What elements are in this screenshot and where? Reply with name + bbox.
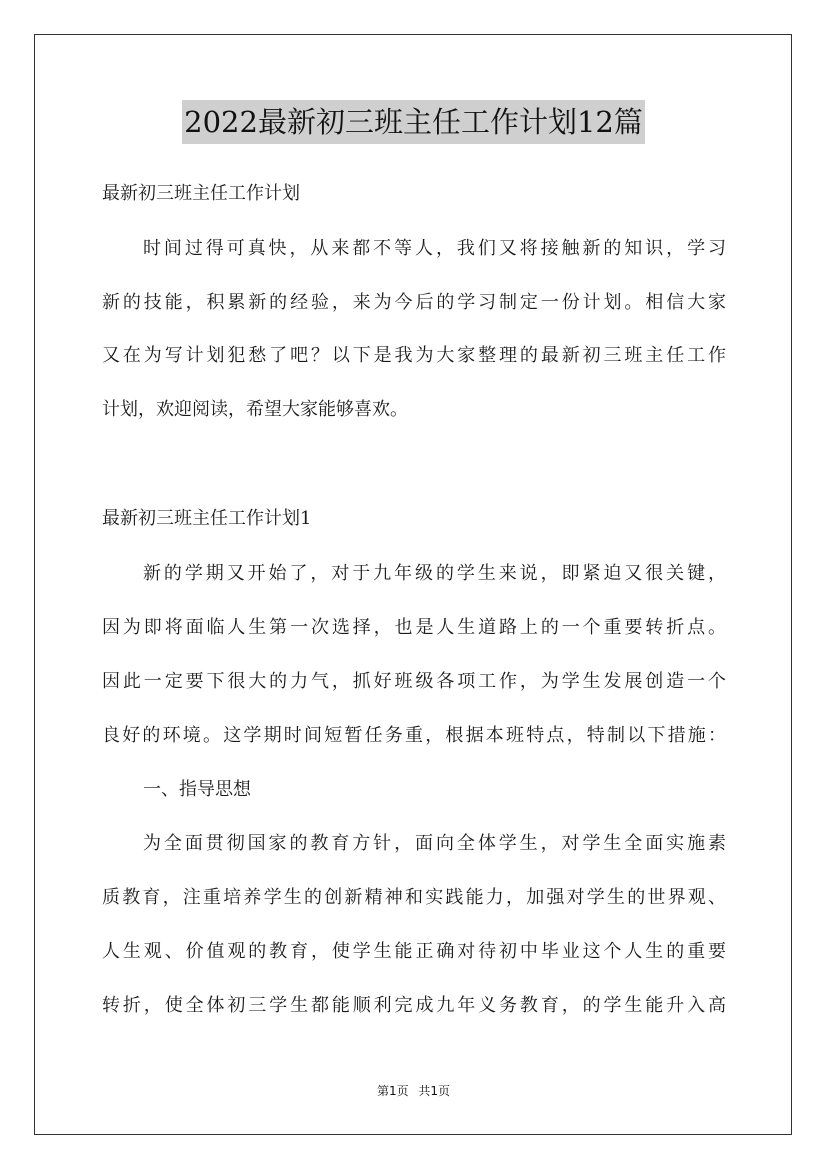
paragraph-line: 又在为写计划犯愁了吧？以下是我为大家整理的最新初三班主任工作 <box>102 345 726 366</box>
paragraph-line: 计划，欢迎阅读，希望大家能够喜欢。 <box>102 399 408 420</box>
paragraph-line: 新的学期又开始了，对于九年级的学生来说，即紧迫又很关键， <box>143 563 726 584</box>
document-title: 2022最新初三班主任工作计划12篇 <box>182 100 645 144</box>
paragraph-line: 人生观、价值观的教育，使学生能正确对待初中毕业这个人生的重要 <box>102 941 726 962</box>
paragraph-line: 转折，使全体初三学生都能顺利完成九年义务教育，的学生能升入高 <box>102 995 726 1016</box>
section-heading-intro: 最新初三班主任工作计划 <box>102 183 300 204</box>
paragraph-line: 因此一定要下很大的力气，抓好班级各项工作，为学生发展创造一个 <box>102 671 726 692</box>
page-footer <box>0 1083 827 1099</box>
page-number-current: 第1页 <box>376 1084 409 1098</box>
paragraph-line: 为全面贯彻国家的教育方针，面向全体学生，对学生全面实施素 <box>143 833 726 854</box>
paragraph-line: 因为即将面临人生第一次选择，也是人生道路上的一个重要转折点。 <box>102 617 726 638</box>
title-container <box>0 100 827 144</box>
paragraph-line: 时间过得可真快，从来都不等人，我们又将接触新的知识，学习 <box>143 238 726 259</box>
paragraph-line: 质教育，注重培养学生的创新精神和实践能力，加强对学生的世界观、 <box>102 887 726 908</box>
section-heading-plan-1: 最新初三班主任工作计划1 <box>102 508 312 529</box>
page-number-total: 共1页 <box>418 1084 451 1098</box>
paragraph-line: 良好的环境。这学期时间短暂任务重，根据本班特点，特制以下措施： <box>102 725 726 746</box>
paragraph-line: 新的技能，积累新的经验，来为今后的学习制定一份计划。相信大家 <box>102 292 726 313</box>
subsection-heading: 一、指导思想 <box>143 779 251 800</box>
